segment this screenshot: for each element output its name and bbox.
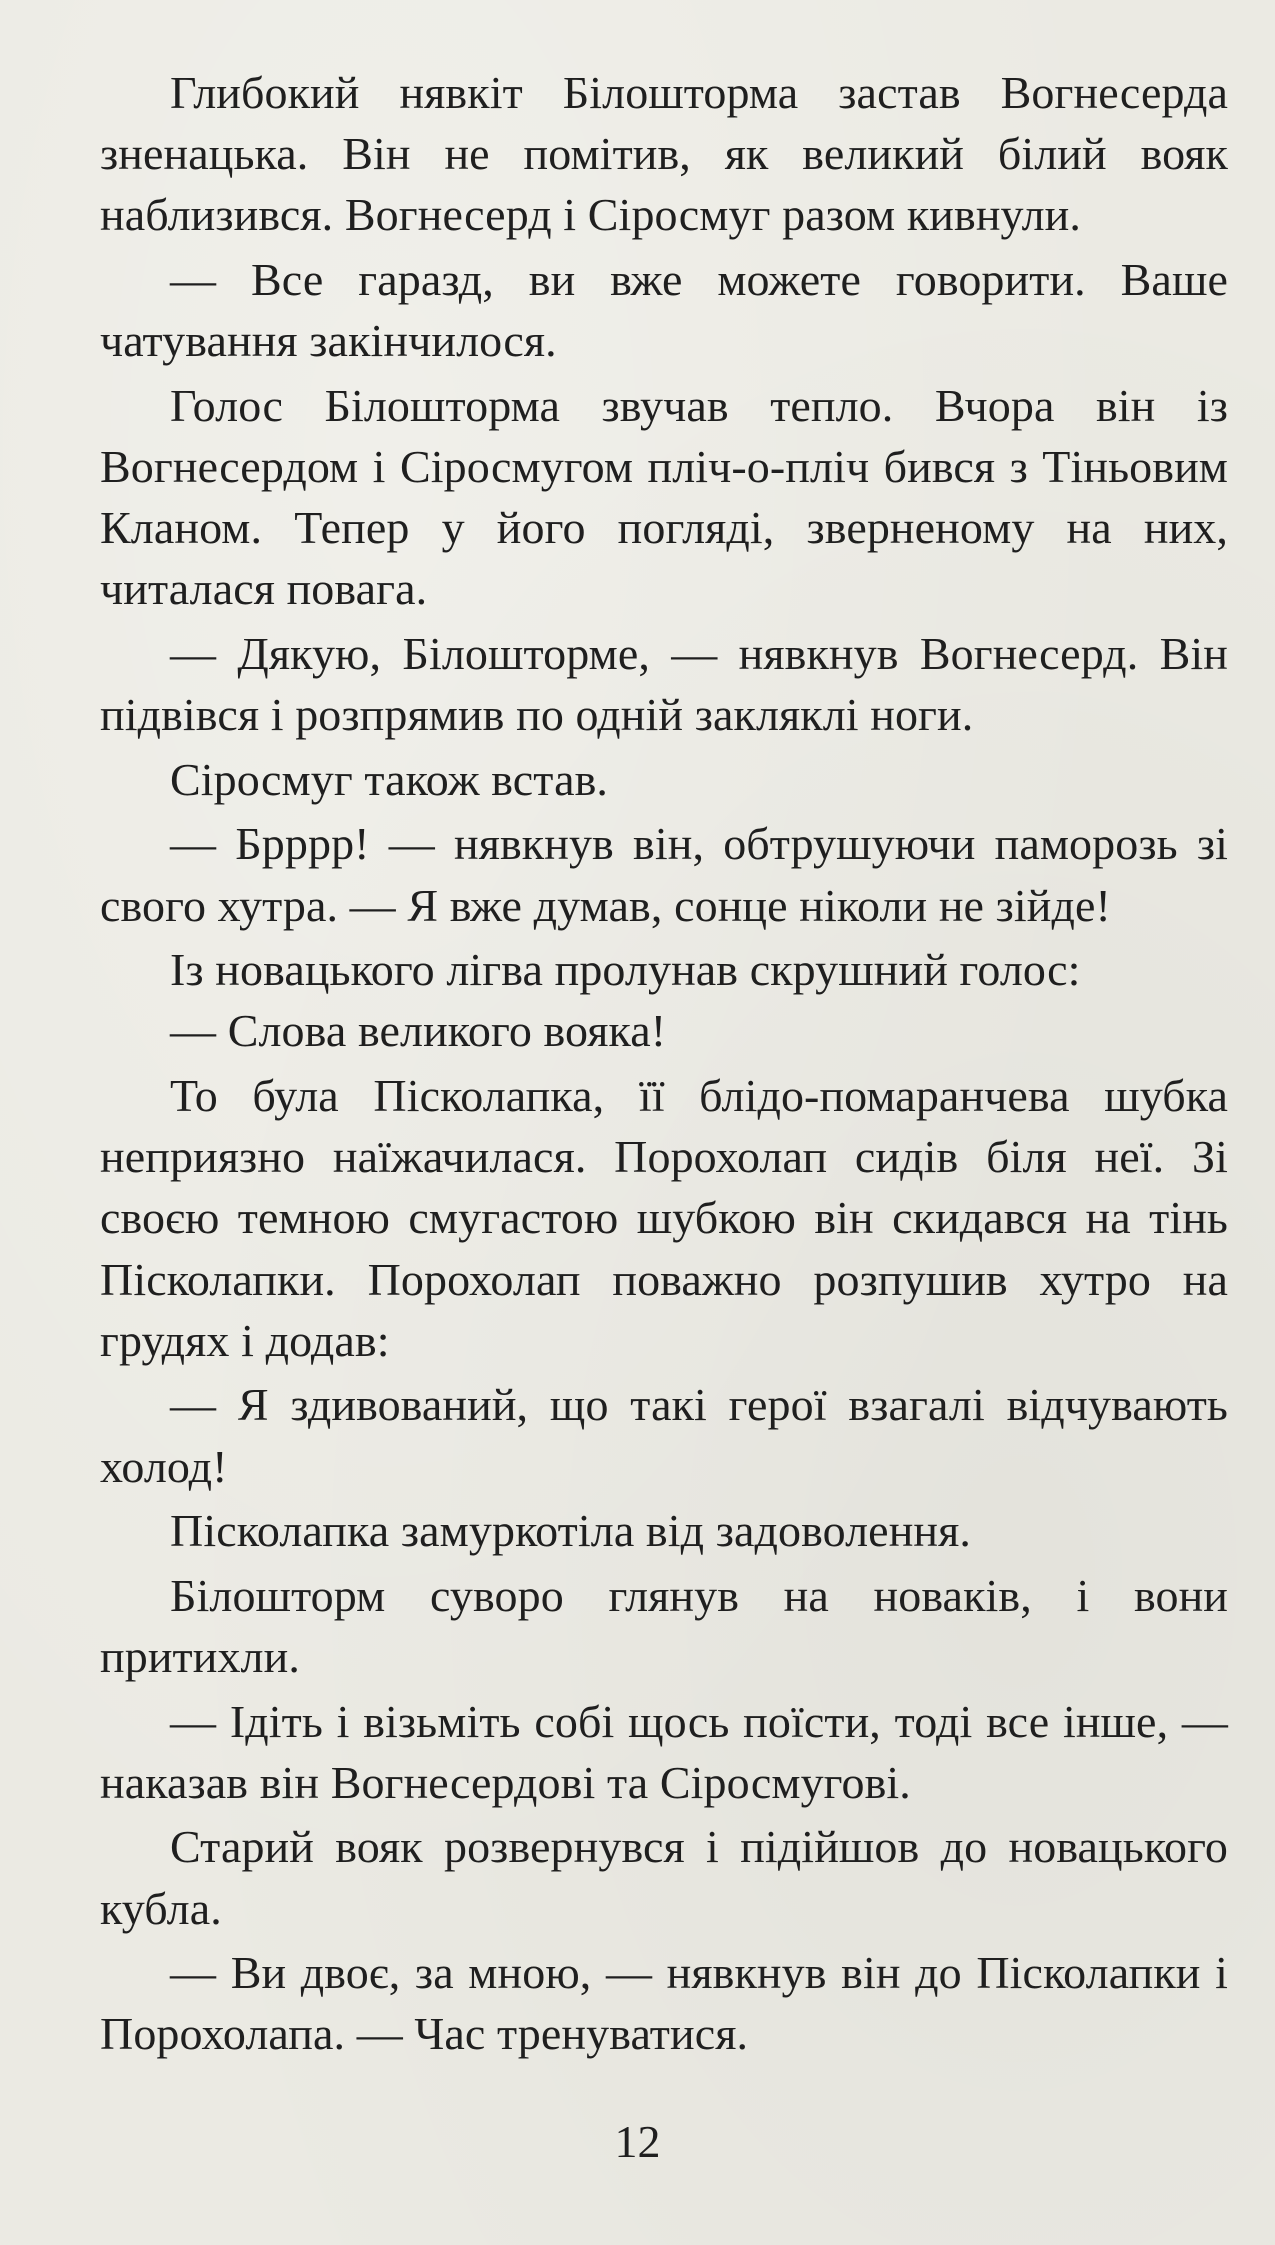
paragraph-3: Голос Білошторма звучав тепло. Вчора він із Вогнесердом і Сіросмугом пліч-о-пліч бився з Тіньовим Кланом. Тепер у його погляді, зверненому на них, читалася повага. bbox=[100, 379, 1228, 615]
page-number: 12 bbox=[614, 2116, 661, 2167]
paragraph-13: — Ідіть і візьміть собі щось поїсти, тоді все інше, — наказав він Вогнесердові та Сіросмугові. bbox=[100, 1695, 1228, 1808]
body-text bbox=[100, 62, 1228, 2068]
paragraph-12: Білошторм суворо глянув на новаків, і вони притихли. bbox=[100, 1569, 1228, 1682]
paragraph-8: — Слова великого вояка! bbox=[170, 1005, 667, 1057]
paragraph-9: То була Пісколапка, її блідо-помаранчева шубка неприязно наїжачилася. Порохолап сидів біля неї. Зі своєю темною смугастою шубкою він скидався на тінь Пісколапки. Порохолап поважно розпушив хутро на грудях і додав: bbox=[100, 1069, 1228, 1366]
paragraph-6: — Брррр! — нявкнув він, обтрушуючи паморозь зі свого хутра. — Я вже думав, сонце ніколи не зійде! bbox=[100, 818, 1228, 931]
paragraph-15: — Ви двоє, за мною, — нявкнув він до Пісколапки і Порохолапа. — Час тренуватися. bbox=[100, 1947, 1228, 2060]
paragraph-1: Глибокий нявкіт Білошторма застав Вогнесерда зненацька. Він не помітив, як великий білий вояк наблизився. Вогнесерд і Сіросмуг разом кивнули. bbox=[100, 67, 1228, 241]
paragraph-2: — Все гаразд, ви вже можете говорити. Ваше чатування закінчилося. bbox=[100, 254, 1228, 367]
paragraph-5: Сіросмуг також встав. bbox=[170, 753, 608, 805]
paragraph-10: — Я здивований, що такі герої взагалі відчувають холод! bbox=[100, 1379, 1228, 1492]
paragraph-14: Старий вояк розвернувся і підійшов до новацького кубла. bbox=[100, 1821, 1228, 1934]
paragraph-4: — Дякую, Білошторме, — нявкнув Вогнесерд. Він підвівся і розпрямив по одній закляклі ноги. bbox=[100, 628, 1228, 741]
paragraph-7: Із новацького лігва пролунав скрушний голос: bbox=[170, 944, 1081, 996]
paragraph-11: Пісколапка замуркотіла від задоволення. bbox=[170, 1505, 971, 1557]
